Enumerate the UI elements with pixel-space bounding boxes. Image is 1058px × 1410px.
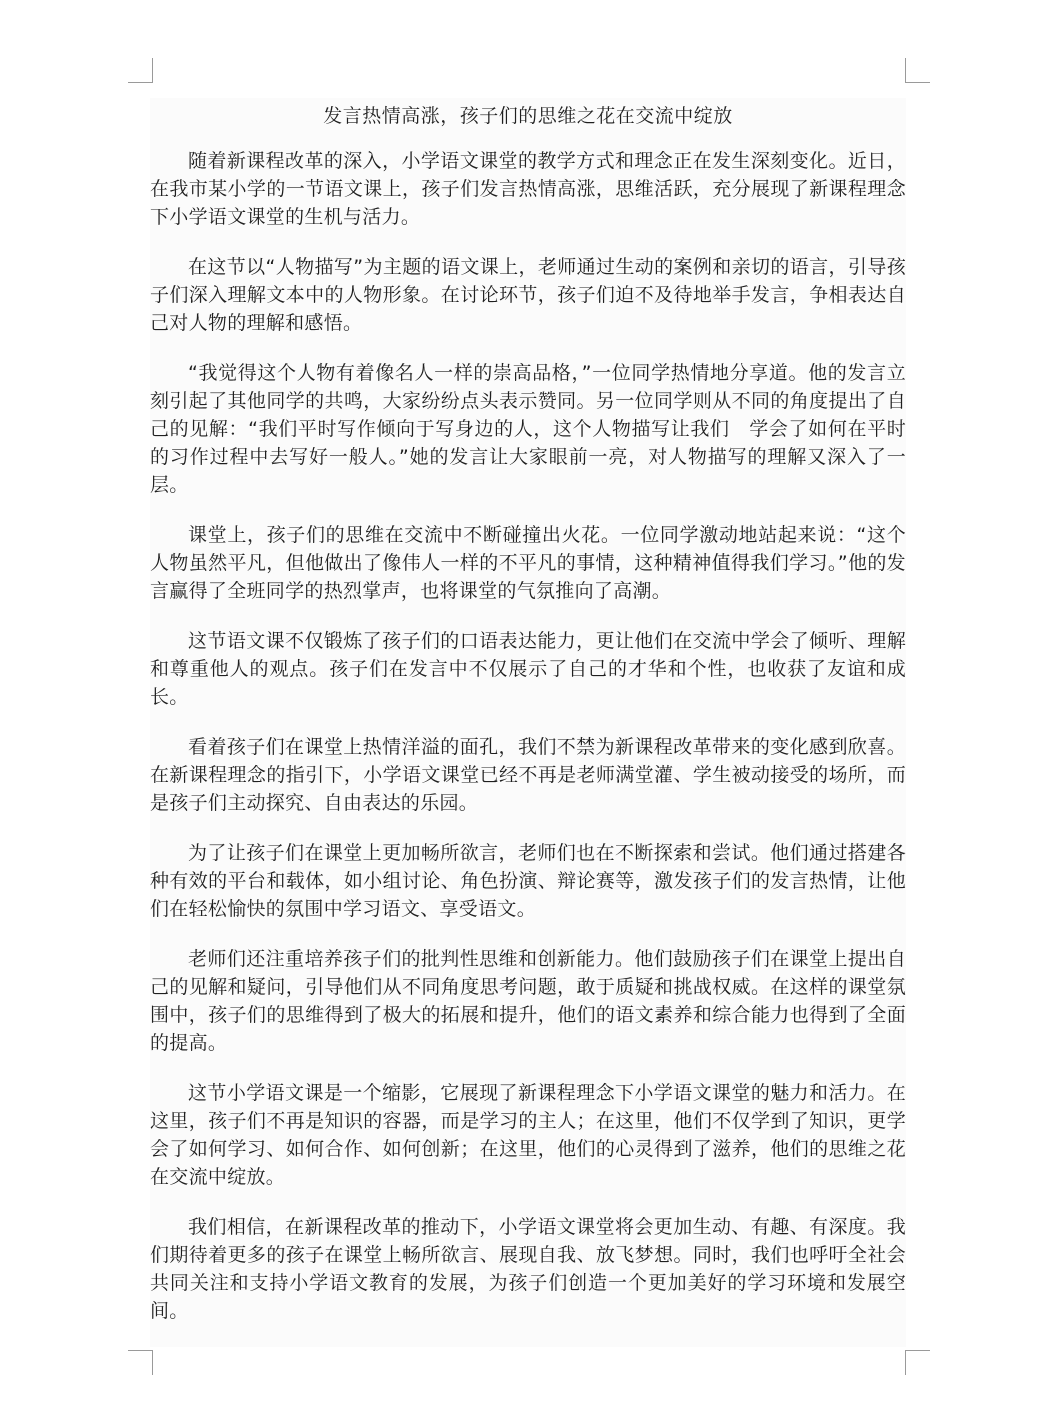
paragraph-8: 老师们还注重培养孩子们的批判性思维和创新能力。他们鼓励孩子们在课堂上提出自己的见解和疑问，引导他们从不同角度思考问题，敢于质疑和挑战权威。在这样的课堂氛围中，孩子们的思维得到了极大的拓展和提升，他们的语文素养和综合能力也得到了全面的提高。: [150, 948, 906, 1054]
crop-mark-top-left: [128, 58, 153, 83]
paragraph-6: 看着孩子们在课堂上热情洋溢的面孔，我们不禁为新课程改革带来的变化感到欣喜。在新课程理念的指引下，小学语文课堂已经不再是老师满堂灌、学生被动接受的场所，而是孩子们主动探究、自由表达的乐园。: [150, 736, 906, 814]
paragraph-3: “我觉得这个人物有着像名人一样的崇高品格，”一位同学热情地分享道。他的发言立刻引起了其他同学的共鸣，大家纷纷点头表示赞同。另一位同学则从不同的角度提出了自己的见解：“我们平时写作倾向于写身边的人，这个人物描写让我们 学会了如何在平时的习作过程中去写好一般人。”她的发言让大家眼前一亮，对人物描写的理解又深入了一层。: [150, 362, 906, 496]
paragraph-2: 在这节以“人物描写”为主题的语文课上，老师通过生动的案例和亲切的语言，引导孩子们深入理解文本中的人物形象。在讨论环节，孩子们迫不及待地举手发言，争相表达自己对人物的理解和感悟。: [150, 256, 906, 334]
paragraph-7: 为了让孩子们在课堂上更加畅所欲言，老师们也在不断探索和尝试。他们通过搭建各种有效的平台和载体，如小组讨论、角色扮演、辩论赛等，激发孩子们的发言热情，让他们在轻松愉快的氛围中学习语文、享受语文。: [150, 842, 906, 920]
paragraph-5: 这节语文课不仅锻炼了孩子们的口语表达能力，更让他们在交流中学会了倾听、理解和尊重他人的观点。孩子们在发言中不仅展示了自己的才华和个性，也收获了友谊和成长。: [150, 630, 906, 708]
paragraph-1: 随着新课程改革的深入，小学语文课堂的教学方式和理念正在发生深刻变化。近日，在我市某小学的一节语文课上，孩子们发言热情高涨，思维活跃，充分展现了新课程理念下小学语文课堂的生机与活力。: [150, 150, 906, 228]
article-title: 发言热情高涨，孩子们的思维之花在交流中绽放: [323, 105, 733, 127]
paragraph-4: 课堂上，孩子们的思维在交流中不断碰撞出火花。一位同学激动地站起来说：“这个人物虽然平凡，但他做出了像伟人一样的不平凡的事情，这种精神值得我们学习。”他的发言赢得了全班同学的热烈掌声，也将课堂的气氛推向了高潮。: [150, 524, 906, 602]
paragraph-9: 这节小学语文课是一个缩影，它展现了新课程理念下小学语文课堂的魅力和活力。在这里，孩子们不再是知识的容器，而是学习的主人；在这里，他们不仅学到了知识，更学会了如何学习、如何合作、如何创新；在这里，他们的心灵得到了滋养，他们的思维之花在交流中绽放。: [150, 1082, 906, 1188]
crop-mark-bottom-right: [905, 1350, 930, 1375]
crop-mark-bottom-left: [128, 1350, 153, 1375]
crop-mark-top-right: [905, 58, 930, 83]
article-body: [150, 98, 906, 1347]
paragraph-10: 我们相信，在新课程改革的推动下，小学语文课堂将会更加生动、有趣、有深度。我们期待着更多的孩子在课堂上畅所欲言、展现自我、放飞梦想。同时，我们也呼吁全社会共同关注和支持小学语文教育的发展，为孩子们创造一个更加美好的学习环境和发展空间。: [150, 1216, 906, 1322]
